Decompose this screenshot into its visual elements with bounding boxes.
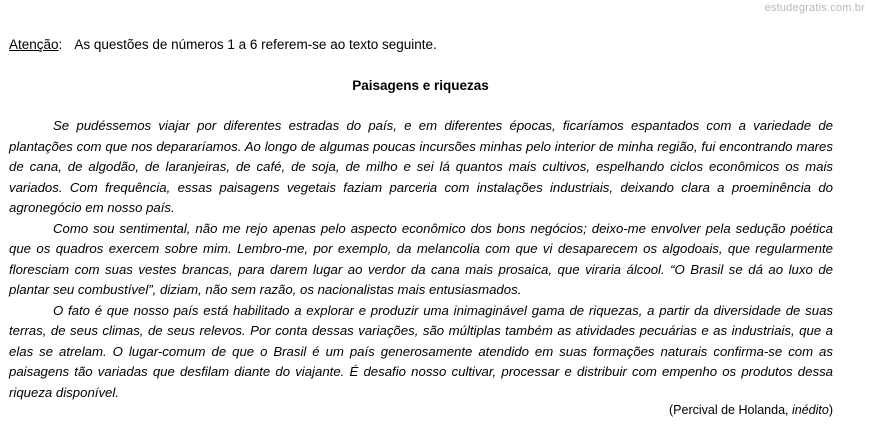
- text-body: [9, 116, 833, 403]
- text-title: Paisagens e riquezas: [352, 78, 489, 93]
- notice-label: Atenção: [9, 37, 59, 52]
- watermark: estudegratis.com.br: [764, 2, 865, 14]
- notice-text: As questões de números 1 a 6 referem-se ao texto seguinte.: [74, 37, 437, 52]
- notice-colon: :: [58, 37, 63, 52]
- source-work: inédito: [791, 403, 829, 417]
- source-close: ): [828, 403, 833, 417]
- paragraph-2: Como sou sentimental, não me rejo apenas pelo aspecto econômico dos bons negócios; deixo-me envolver pela sedução poética que os quadros exercem sobre mim. Lembro-me, por exemplo, da melancolia com que vi desaparecem os algodoais, que regularmente floresciam com suas vestes brancas, para darem lugar ao verdor da cana mais prosaica, que viraria álcool. “O Brasil se dá ao luxo de plantar seu combustível”, diziam, não sem razão, os nacionalistas mais entusiasmados.: [9, 220, 833, 297]
- source-citation: [669, 403, 833, 417]
- paragraph-1: Se pudéssemos viajar por diferentes estradas do país, e em diferentes épocas, ficaríamos espantados com a variedade de plantações com que nos depararíamos. Ao longo de algumas poucas incursões minhas pelo interior de minha região, fui encontrando mares de cana, de algodão, de laranjeiras, de café, de soja, de milho e sei lá quantos mais cultivos, espelhando ciclos econômicos os mais variados. Com frequência, essas paisagens vegetais faziam parceria com instalações industriais, deixando clara a proeminência do agronegócio em nosso país.: [9, 118, 833, 215]
- source-author: (Percival de Holanda,: [669, 403, 792, 417]
- notice: [9, 37, 437, 52]
- paragraph-3: O fato é que nosso país está habilitado a explorar e produzir uma inimaginável gama de riquezas, a partir da diversidade de suas terras, de seus climas, de seus relevos. Por conta dessas variações, são múltiplas também as atividades pecuárias e as industriais, que a elas se atrelam. O lugar-comum de que o Brasil é um país generosamente atendido em suas formações naturais confirma-se com as paisagens tão variadas que desfilam diante do viajante. É desafio nosso cultivar, processar e distribuir com empenho os produtos dessa riqueza disponível.: [9, 302, 833, 400]
